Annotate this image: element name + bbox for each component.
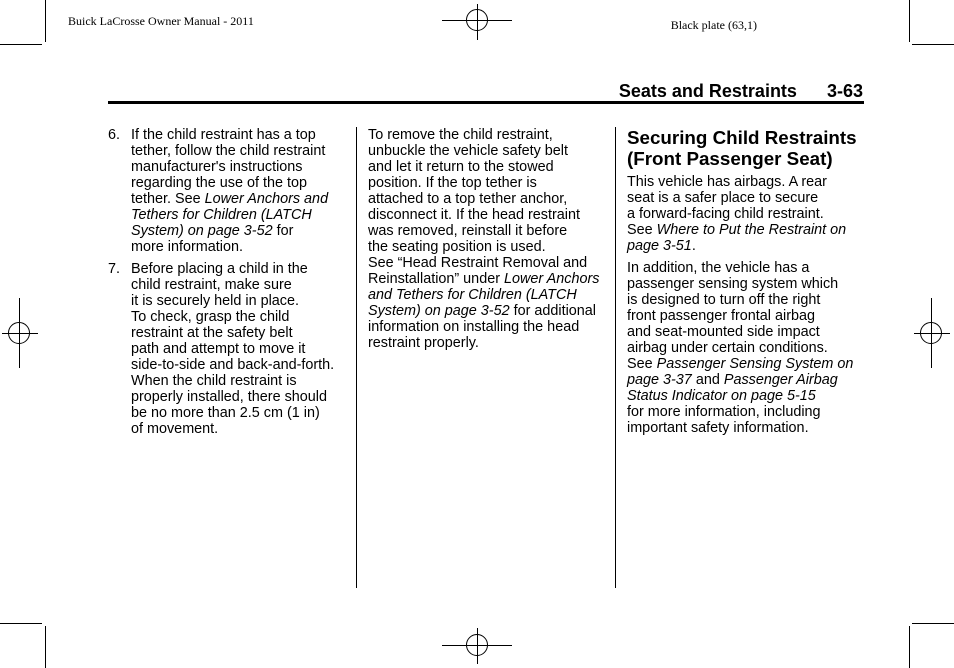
text-line: and seat-mounted side impact [627,324,820,340]
text-line: page 3-51. [627,238,696,254]
text-line: tether. See Lower Anchors and [131,191,329,207]
section-header [619,81,863,102]
text-line: airbag under certain conditions. [627,340,828,356]
text-line: tether, follow the child restraint [131,143,326,159]
text-line: for more information, including [627,404,821,420]
registration-mark [466,9,488,31]
cross-reference: and Tethers for Children (LATCH [368,287,577,303]
text-line: See “Head Restraint Removal and [368,255,588,271]
text-line: disconnect it. If the head restraint [368,207,580,223]
crop-mark [909,0,910,42]
text-line: Reinstallation” under Lower Anchors [368,271,600,287]
text-line: page 3-37 and Passenger Airbag [627,372,838,388]
text-line: be no more than 2.5 cm (1 in) [131,405,320,421]
cross-reference: page 3-37 [627,372,692,388]
list-number: 7. [108,261,121,277]
text-line: position. If the top tether is [368,175,537,191]
text-line: side-to-side and back-and-forth. [131,357,335,373]
crop-mark [909,626,910,668]
text-line: important safety information. [627,420,809,436]
text-line: information on installing the head [368,319,580,335]
section-heading: Securing Child Restraints (Front Passenger Seat) [627,127,857,169]
text-line: front passenger frontal airbag [627,308,815,324]
paragraph [627,174,865,254]
cross-reference: Lower Anchors and [204,191,329,207]
crop-mark [0,623,42,624]
paragraph [368,127,604,351]
text-line: of movement. [131,421,219,437]
header-rule [108,101,864,104]
crop-mark [912,623,954,624]
text-line: unbuckle the vehicle safety belt [368,143,568,159]
text-line: passenger sensing system which [627,276,839,292]
text-line: child restraint, make sure [131,277,292,293]
crop-mark [0,44,42,45]
text-line: To remove the child restraint, [368,127,553,143]
text-line: restraint at the safety belt [131,325,293,341]
text-line: seat is a safer place to secure [627,190,819,206]
text-line: regarding the use of the top [131,175,308,191]
column-divider [356,127,357,588]
cross-reference: page 3-51 [627,238,692,254]
text-line: See Passenger Sensing System on [627,356,854,372]
cross-reference: Tethers for Children (LATCH [131,207,312,223]
list-number: 6. [108,127,121,143]
crop-mark [912,44,954,45]
text-line: a forward-facing child restraint. [627,206,824,222]
text-line: System) on page 3-52 for [131,223,294,239]
section-title: Seats and Restraints [618,81,797,101]
text-line: path and attempt to move it [131,341,306,357]
text-line: Before placing a child in the [131,261,308,277]
cross-reference: System) on page 3-52 [368,303,510,319]
cross-reference: Status Indicator on page 5-15 [627,388,816,404]
text-line: the seating position is used. [368,239,546,255]
text-line: attached to a top tether anchor, [368,191,568,207]
text-line: was removed, reinstall it before [368,223,568,239]
text-line: more information. [131,239,243,255]
registration-mark [920,322,942,344]
text-line: is designed to turn off the right [627,292,821,308]
text-line: When the child restraint is [131,373,297,389]
crop-mark [45,0,46,42]
cross-reference: Where to Put the Restraint on [656,222,847,238]
text-line: To check, grasp the child [131,309,290,325]
column-2 [368,127,604,357]
page-number: 3-63 [826,81,863,101]
slug-right: Black plate (63,1) [670,18,757,32]
list-item [108,127,344,255]
text-line: manufacturer's instructions [131,159,303,175]
text-line: See Where to Put the Restraint on [627,222,847,238]
cross-reference: Passenger Airbag [723,372,838,388]
registration-mark [466,634,488,656]
slug-left: Buick LaCrosse Owner Manual - 2011 [68,14,254,28]
cross-reference: System) on page 3-52 [131,223,273,239]
text-line: In addition, the vehicle has a [627,260,810,276]
column-3 [627,127,865,442]
text-line [131,207,344,223]
text-line [368,287,604,303]
text-line: properly installed, there should [131,389,327,405]
text-line: If the child restraint has a top [131,127,316,143]
crop-mark [45,626,46,668]
list-item [108,261,344,437]
text-line: and let it return to the stowed [368,159,554,175]
text-line [627,388,865,404]
text-line: System) on page 3-52 for additional [368,303,596,319]
cross-reference: Passenger Sensing System on [656,356,854,372]
column-divider [615,127,616,588]
text-line: restraint properly. [368,335,479,351]
text-line: it is securely held in place. [131,293,299,309]
column-1 [108,127,344,443]
text-line: This vehicle has airbags. A rear [627,174,827,190]
cross-reference: Lower Anchors [504,271,600,287]
paragraph [627,260,865,436]
registration-mark [8,322,30,344]
